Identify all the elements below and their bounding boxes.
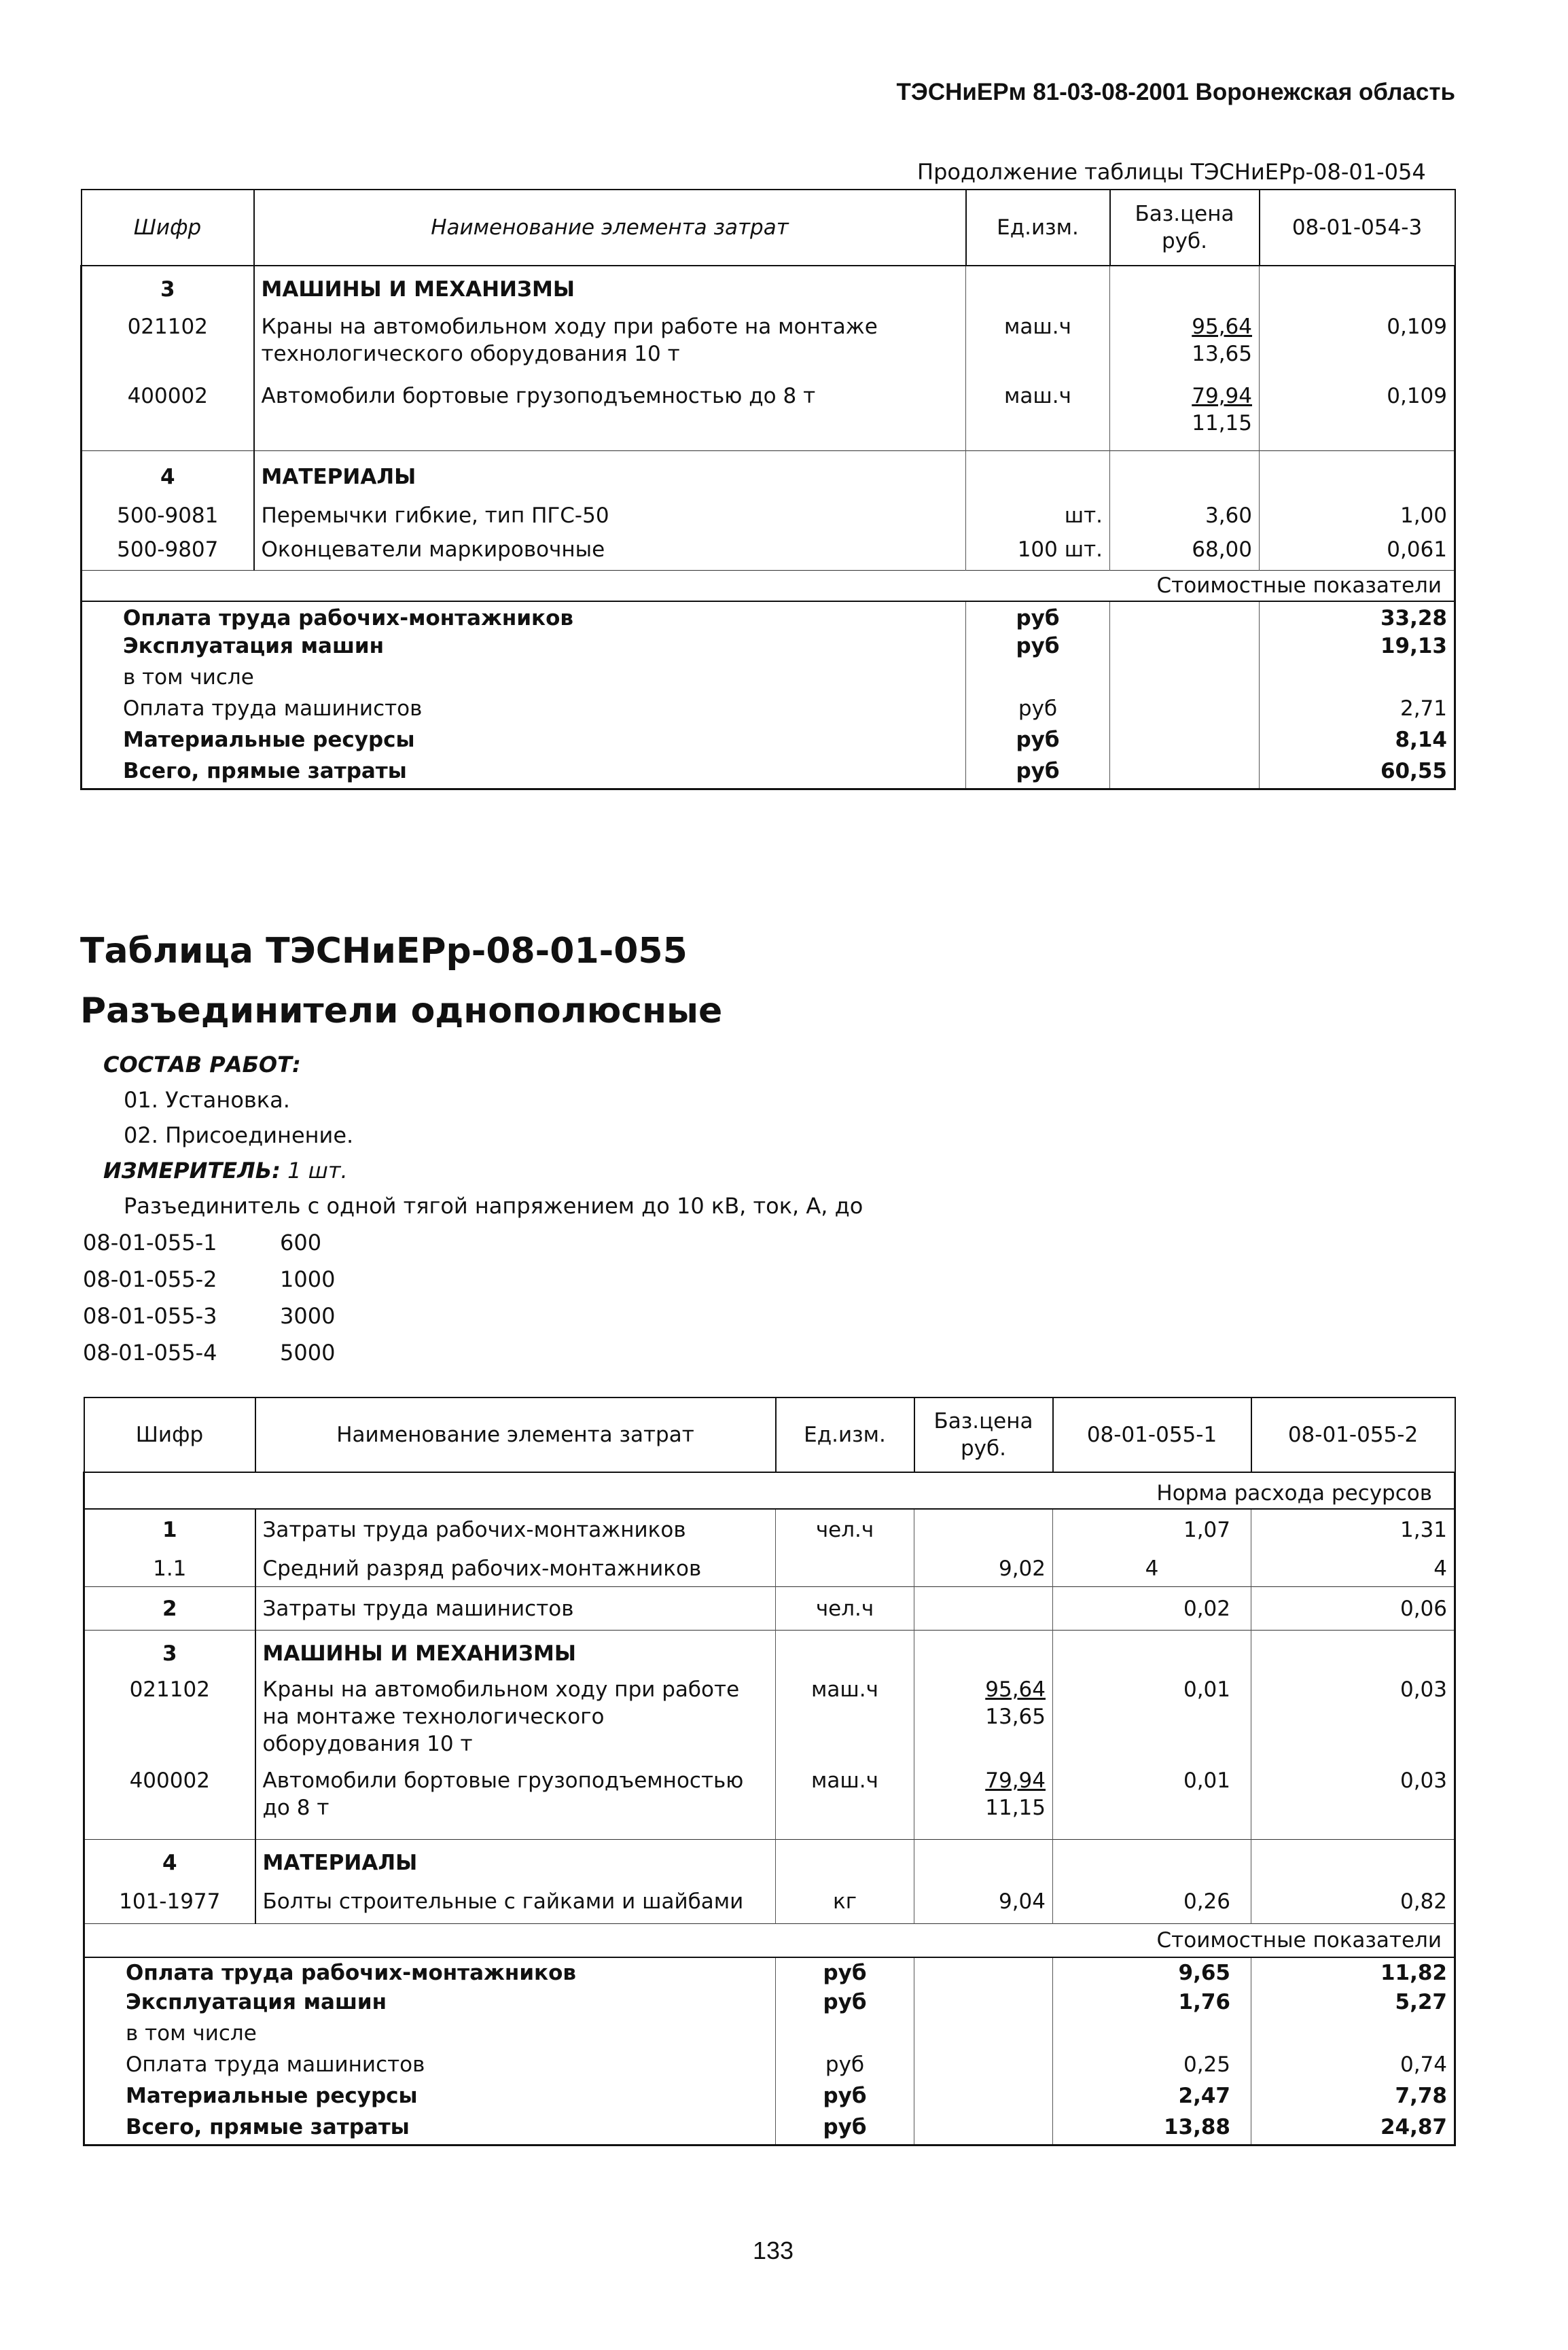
header-code: Шифр [84,1397,255,1472]
row-unit: чел.ч [776,1586,914,1630]
row-name: Перемычки гибкие, тип ПГС-50 [254,495,966,533]
table-row [84,1509,1455,1547]
row-code: 021102 [84,1672,255,1767]
section-number: 4 [82,450,254,495]
row-code: 101-1977 [84,1884,255,1923]
row-value-1: 1,07 [1053,1509,1251,1547]
header-name: Наименование элемента затрат [254,190,966,266]
row-name-line: Краны на автомобильном ходу при работе [262,1677,740,1702]
price-value: 95,64 [985,1677,1046,1702]
row-code: 2 [84,1586,255,1630]
cost-row [82,601,1455,633]
row-value: 0,109 [1260,378,1455,450]
row-price [914,1767,1053,1839]
cost-row [84,2020,1455,2051]
cost-name: Эксплуатация машин [84,1989,776,2020]
cost-value-2: 11,82 [1251,1957,1455,1989]
code-item [83,1340,335,1366]
code: 08-01-055-3 [83,1303,217,1329]
table-header-row [82,190,1455,266]
meter-label: ИЗМЕРИТЕЛЬ: [103,1158,281,1183]
code-item [83,1303,335,1329]
cost-row [82,758,1455,789]
cost-value: 33,28 [1260,601,1455,633]
row-code: 1.1 [84,1547,255,1586]
cost-row [84,1957,1455,1989]
cost-row [84,2082,1455,2114]
resource-table-054 [80,189,1456,790]
row-unit: маш.ч [776,1672,914,1767]
cost-unit: руб [776,2114,914,2145]
row-value-1: 0,01 [1053,1672,1251,1767]
row-value-2: 0,06 [1251,1586,1455,1630]
row-name [254,306,966,378]
row-name: Затраты труда машинистов [255,1586,776,1630]
row-value-1: 0,01 [1053,1767,1251,1839]
code: 08-01-055-1 [83,1230,217,1256]
meter-line [103,1158,348,1183]
row-code: 500-9081 [82,495,254,533]
cost-unit: руб [966,601,1110,633]
price-sub-value: 11,15 [985,1796,1046,1820]
cost-name: Оплата труда машинистов [84,2051,776,2082]
cost-name: Оплата труда рабочих-монтажников [82,601,966,633]
code-value: 3000 [280,1303,336,1329]
row-code: 400002 [84,1767,255,1839]
row-price: 9,02 [914,1547,1053,1586]
cost-value-2: 5,27 [1251,1989,1455,2020]
row-price: 9,04 [914,1884,1053,1923]
cost-name: в том числе [84,2020,776,2051]
cost-name: Оплата труда машинистов [82,695,966,726]
row-price [914,1672,1053,1767]
norm-caption: Норма расхода ресурсов [1053,1472,1455,1509]
cost-name: Всего, прямые затраты [84,2114,776,2145]
cost-caption: Стоимостные показатели [1053,1923,1455,1957]
cost-unit: руб [776,1989,914,2020]
row-name-line: Автомобили бортовые грузоподъемностью [262,1768,744,1793]
header-price: Баз.цена руб. [914,1397,1053,1472]
page-number: 133 [753,2237,794,2264]
row-code: 500-9807 [82,533,254,570]
cost-value-1: 0,25 [1053,2051,1251,2082]
cost-value: 60,55 [1260,758,1455,789]
cost-name: Материальные ресурсы [82,726,966,758]
cost-unit: руб [776,1957,914,1989]
code-value: 1000 [280,1266,336,1292]
table-row [82,378,1455,450]
row-name: Затраты труда рабочих-монтажников [255,1509,776,1547]
cost-name: Оплата труда рабочих-монтажников [84,1957,776,1989]
row-value-1: 0,02 [1053,1586,1251,1630]
row-value: 1,00 [1260,495,1455,533]
cost-row [82,726,1455,758]
cost-unit: руб [776,2051,914,2082]
cost-unit: руб [966,695,1110,726]
row-name: Оконцеватели маркировочные [254,533,966,570]
price-value: 79,94 [1192,384,1252,408]
price-value: 95,64 [1192,315,1252,339]
cost-unit: руб [966,633,1110,664]
cost-row [82,633,1455,664]
norm-caption-row [84,1472,1455,1509]
cost-name: Материальные ресурсы [84,2082,776,2114]
table-row [84,1672,1455,1767]
row-value: 0,109 [1260,306,1455,378]
cost-value-1: 9,65 [1053,1957,1251,1989]
cost-value: 2,71 [1260,695,1455,726]
work-item: 02. Присоединение. [124,1122,354,1148]
row-unit: шт. [966,495,1110,533]
table-row [82,533,1455,570]
header-name: Наименование элемента затрат [255,1397,776,1472]
work-composition-label: СОСТАВ РАБОТ: [103,1052,301,1078]
table-header-row [84,1397,1455,1472]
work-item: 01. Установка. [124,1087,290,1113]
section-title: МАШИНЫ И МЕХАНИЗМЫ [254,266,966,306]
cost-caption: Стоимостные показатели [1110,570,1455,601]
cost-unit: руб [776,2082,914,2114]
meter-description: Разъединитель с одной тягой напряжением до 10 кВ, ток, А, до [124,1193,863,1219]
row-value-1: 0,26 [1053,1884,1251,1923]
header-price: Баз.цена руб. [1110,190,1260,266]
code-item [83,1230,321,1256]
row-name-line: до 8 т [262,1796,329,1820]
resource-table-055 [83,1397,1456,2146]
header-unit: Ед.изм. [776,1397,914,1472]
row-value-2: 0,82 [1251,1884,1455,1923]
code-item [83,1266,335,1292]
header-col1: 08-01-055-1 [1053,1397,1251,1472]
row-price: 3,60 [1110,495,1260,533]
table-title: Таблица ТЭСНиЕРр-08-01-055 [80,931,688,972]
header-unit: Ед.изм. [966,190,1110,266]
price-sub-value: 13,65 [1192,342,1252,366]
section-number: 4 [84,1839,255,1884]
cost-caption-row [84,1923,1455,1957]
row-unit: 100 шт. [966,533,1110,570]
cost-row [84,2114,1455,2145]
row-name: Средний разряд рабочих-монтажников [255,1547,776,1586]
header-col: 08-01-054-3 [1260,190,1455,266]
cost-value-1: 2,47 [1053,2082,1251,2114]
cost-unit: руб [966,726,1110,758]
row-code: 021102 [82,306,254,378]
cost-row [84,2051,1455,2082]
cost-value-1: 13,88 [1053,2114,1251,2145]
section-row [84,1839,1455,1884]
row-price: 68,00 [1110,533,1260,570]
header-code: Шифр [82,190,254,266]
price-sub-value: 13,65 [985,1705,1046,1729]
table-row [84,1586,1455,1630]
cost-row [82,664,1455,695]
row-unit: маш.ч [966,378,1110,450]
row-name-line: оборудования 10 т [262,1732,473,1756]
table-subtitle: Разъединители однополюсные [80,991,723,1031]
table-row [84,1547,1455,1586]
price-value: 79,94 [985,1768,1046,1793]
code-value: 600 [280,1230,322,1256]
cost-value-2: 7,78 [1251,2082,1455,2114]
table-row [82,495,1455,533]
section-title: МАТЕРИАЛЫ [254,450,966,495]
price-sub-value: 11,15 [1192,411,1252,435]
meter-value: 1 шт. [287,1158,348,1183]
cost-name: в том числе [82,664,966,695]
row-price [1110,378,1260,450]
row-value-1: 4 [1053,1547,1251,1586]
cost-value: 19,13 [1260,633,1455,664]
row-name-line: Краны на автомобильном ходу при работе на монтаже [261,315,878,339]
row-code: 400002 [82,378,254,450]
row-name-line: технологического оборудования 10 т [261,342,680,366]
row-name: Автомобили бортовые грузоподъемностью до 8 т [254,378,966,450]
row-value-2: 0,03 [1251,1767,1455,1839]
section-row [82,450,1455,495]
section-row [82,266,1455,306]
cost-value-1: 1,76 [1053,1989,1251,2020]
section-number: 3 [84,1630,255,1672]
cost-row [82,695,1455,726]
cost-caption-row [82,570,1455,601]
cost-row [84,1989,1455,2020]
table-row [84,1884,1455,1923]
section-title: МАШИНЫ И МЕХАНИЗМЫ [255,1630,776,1672]
section-title: МАТЕРИАЛЫ [255,1839,776,1884]
row-unit: маш.ч [966,306,1110,378]
code-value: 5000 [280,1340,336,1366]
row-name: Болты строительные с гайками и шайбами [255,1884,776,1923]
row-name-line: на монтаже технологического [262,1705,605,1729]
cost-name: Всего, прямые затраты [82,758,966,789]
row-code: 1 [84,1509,255,1547]
row-name [255,1672,776,1767]
row-value-2: 0,03 [1251,1672,1455,1767]
table-continuation-caption: Продолжение таблицы ТЭСНиЕРр-08-01-054 [917,159,1426,185]
row-unit: чел.ч [776,1509,914,1547]
row-value: 0,061 [1260,533,1455,570]
cost-value-2: 24,87 [1251,2114,1455,2145]
row-name [255,1767,776,1839]
row-unit: кг [776,1884,914,1923]
table-row [82,306,1455,378]
code: 08-01-055-4 [83,1340,217,1366]
cost-unit: руб [966,758,1110,789]
row-value-2: 4 [1251,1547,1455,1586]
running-header: ТЭСНиЕРм 81-03-08-2001 Воронежская область [896,79,1455,105]
row-value-2: 1,31 [1251,1509,1455,1547]
cost-name: Эксплуатация машин [82,633,966,664]
section-row [84,1630,1455,1672]
row-price [1110,306,1260,378]
cost-value: 8,14 [1260,726,1455,758]
cost-value-2: 0,74 [1251,2051,1455,2082]
row-unit: маш.ч [776,1767,914,1839]
table-row [84,1767,1455,1839]
header-col2: 08-01-055-2 [1251,1397,1455,1472]
code: 08-01-055-2 [83,1266,217,1292]
section-number: 3 [82,266,254,306]
